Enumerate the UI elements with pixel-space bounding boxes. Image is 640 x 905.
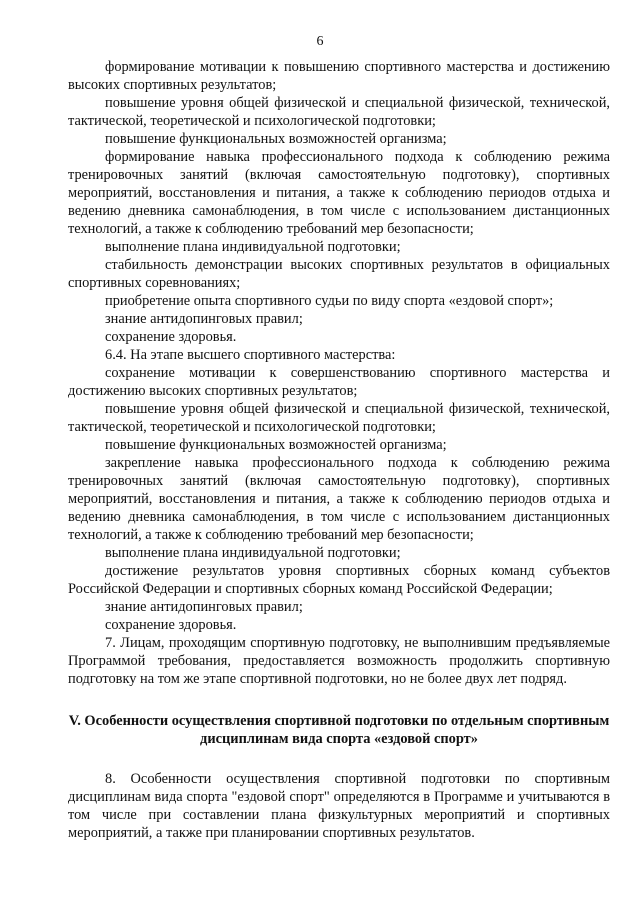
document-body (68, 58, 610, 842)
paragraph: формирование навыка профессионального подхода к соблюдению режима тренировочных занятий (включая самостоятельную подготовку), спортивных мероприятий, восстановления и питания, а также к соблюдению периодов отдыха и ведению дневника самонаблюдения, в том числе с использованием дистанционных технологий, а также к соблюдению требований мер безопасности; (68, 149, 610, 237)
paragraph: формирование мотивации к повышению спортивного мастерства и достижению высоких спортивных результатов; (68, 59, 610, 93)
paragraph: повышение функциональных возможностей организма; (105, 131, 447, 147)
paragraph: знание антидопинговых правил; (105, 311, 303, 327)
paragraph: выполнение плана индивидуальной подготовки; (105, 239, 401, 255)
paragraph: стабильность демонстрации высоких спортивных результатов в официальных спортивных соревнованиях; (68, 257, 610, 291)
paragraph: повышение уровня общей физической и специальной физической, технической, тактической, теоретической и психологической подготовки; (68, 95, 610, 129)
page-number: 6 (316, 34, 324, 49)
paragraph: сохранение здоровья. (105, 617, 237, 633)
paragraph: повышение уровня общей физической и специальной физической, технической, тактической, теоретической и психологической подготовки; (68, 401, 610, 435)
paragraph: приобретение опыта спортивного судьи по виду спорта «ездовой спорт»; (105, 293, 554, 309)
paragraph: выполнение плана индивидуальной подготовки; (105, 545, 401, 561)
paragraph: закрепление навыка профессионального подхода к соблюдению режима тренировочных занятий (включая самостоятельную подготовку), спортивных мероприятий, восстановления и питания, а также к соблюдению периодов отдыха и ведению дневника самонаблюдения, в том числе с использованием дистанционных технологий, а также к соблюдению требований мер безопасности; (68, 455, 610, 543)
paragraph: знание антидопинговых правил; (105, 599, 303, 615)
section-heading: V. Особенности осуществления спортивной подготовки по отдельным спортивным дисциплинам вида спорта «ездовой спорт» (68, 713, 610, 747)
section-6-4-title: 6.4. На этапе высшего спортивного мастерства: (105, 347, 396, 363)
paragraph: сохранение здоровья. (105, 329, 237, 345)
paragraph-8: 8. Особенности осуществления спортивной подготовки по спортивным дисциплинам вида спорта "ездовой спорт" определяются в Программе и учитываются в том числе при составлении плана физкультурных мероприятий и спортивных мероприятий, а также при планировании спортивных результатов. (68, 771, 610, 841)
paragraph-7: 7. Лицам, проходящим спортивную подготовку, не выполнившим предъявляемые Программой требования, предоставляется возможность продолжить спортивную подготовку на том же этапе спортивной подготовки, но не более двух лет подряд. (68, 635, 610, 687)
paragraph: сохранение мотивации к совершенствованию спортивного мастерства и достижению высоких спортивных результатов; (68, 365, 610, 399)
paragraph: повышение функциональных возможностей организма; (105, 437, 447, 453)
paragraph: достижение результатов уровня спортивных сборных команд субъектов Российской Федерации и спортивных сборных команд Российской Федерации; (68, 563, 610, 597)
